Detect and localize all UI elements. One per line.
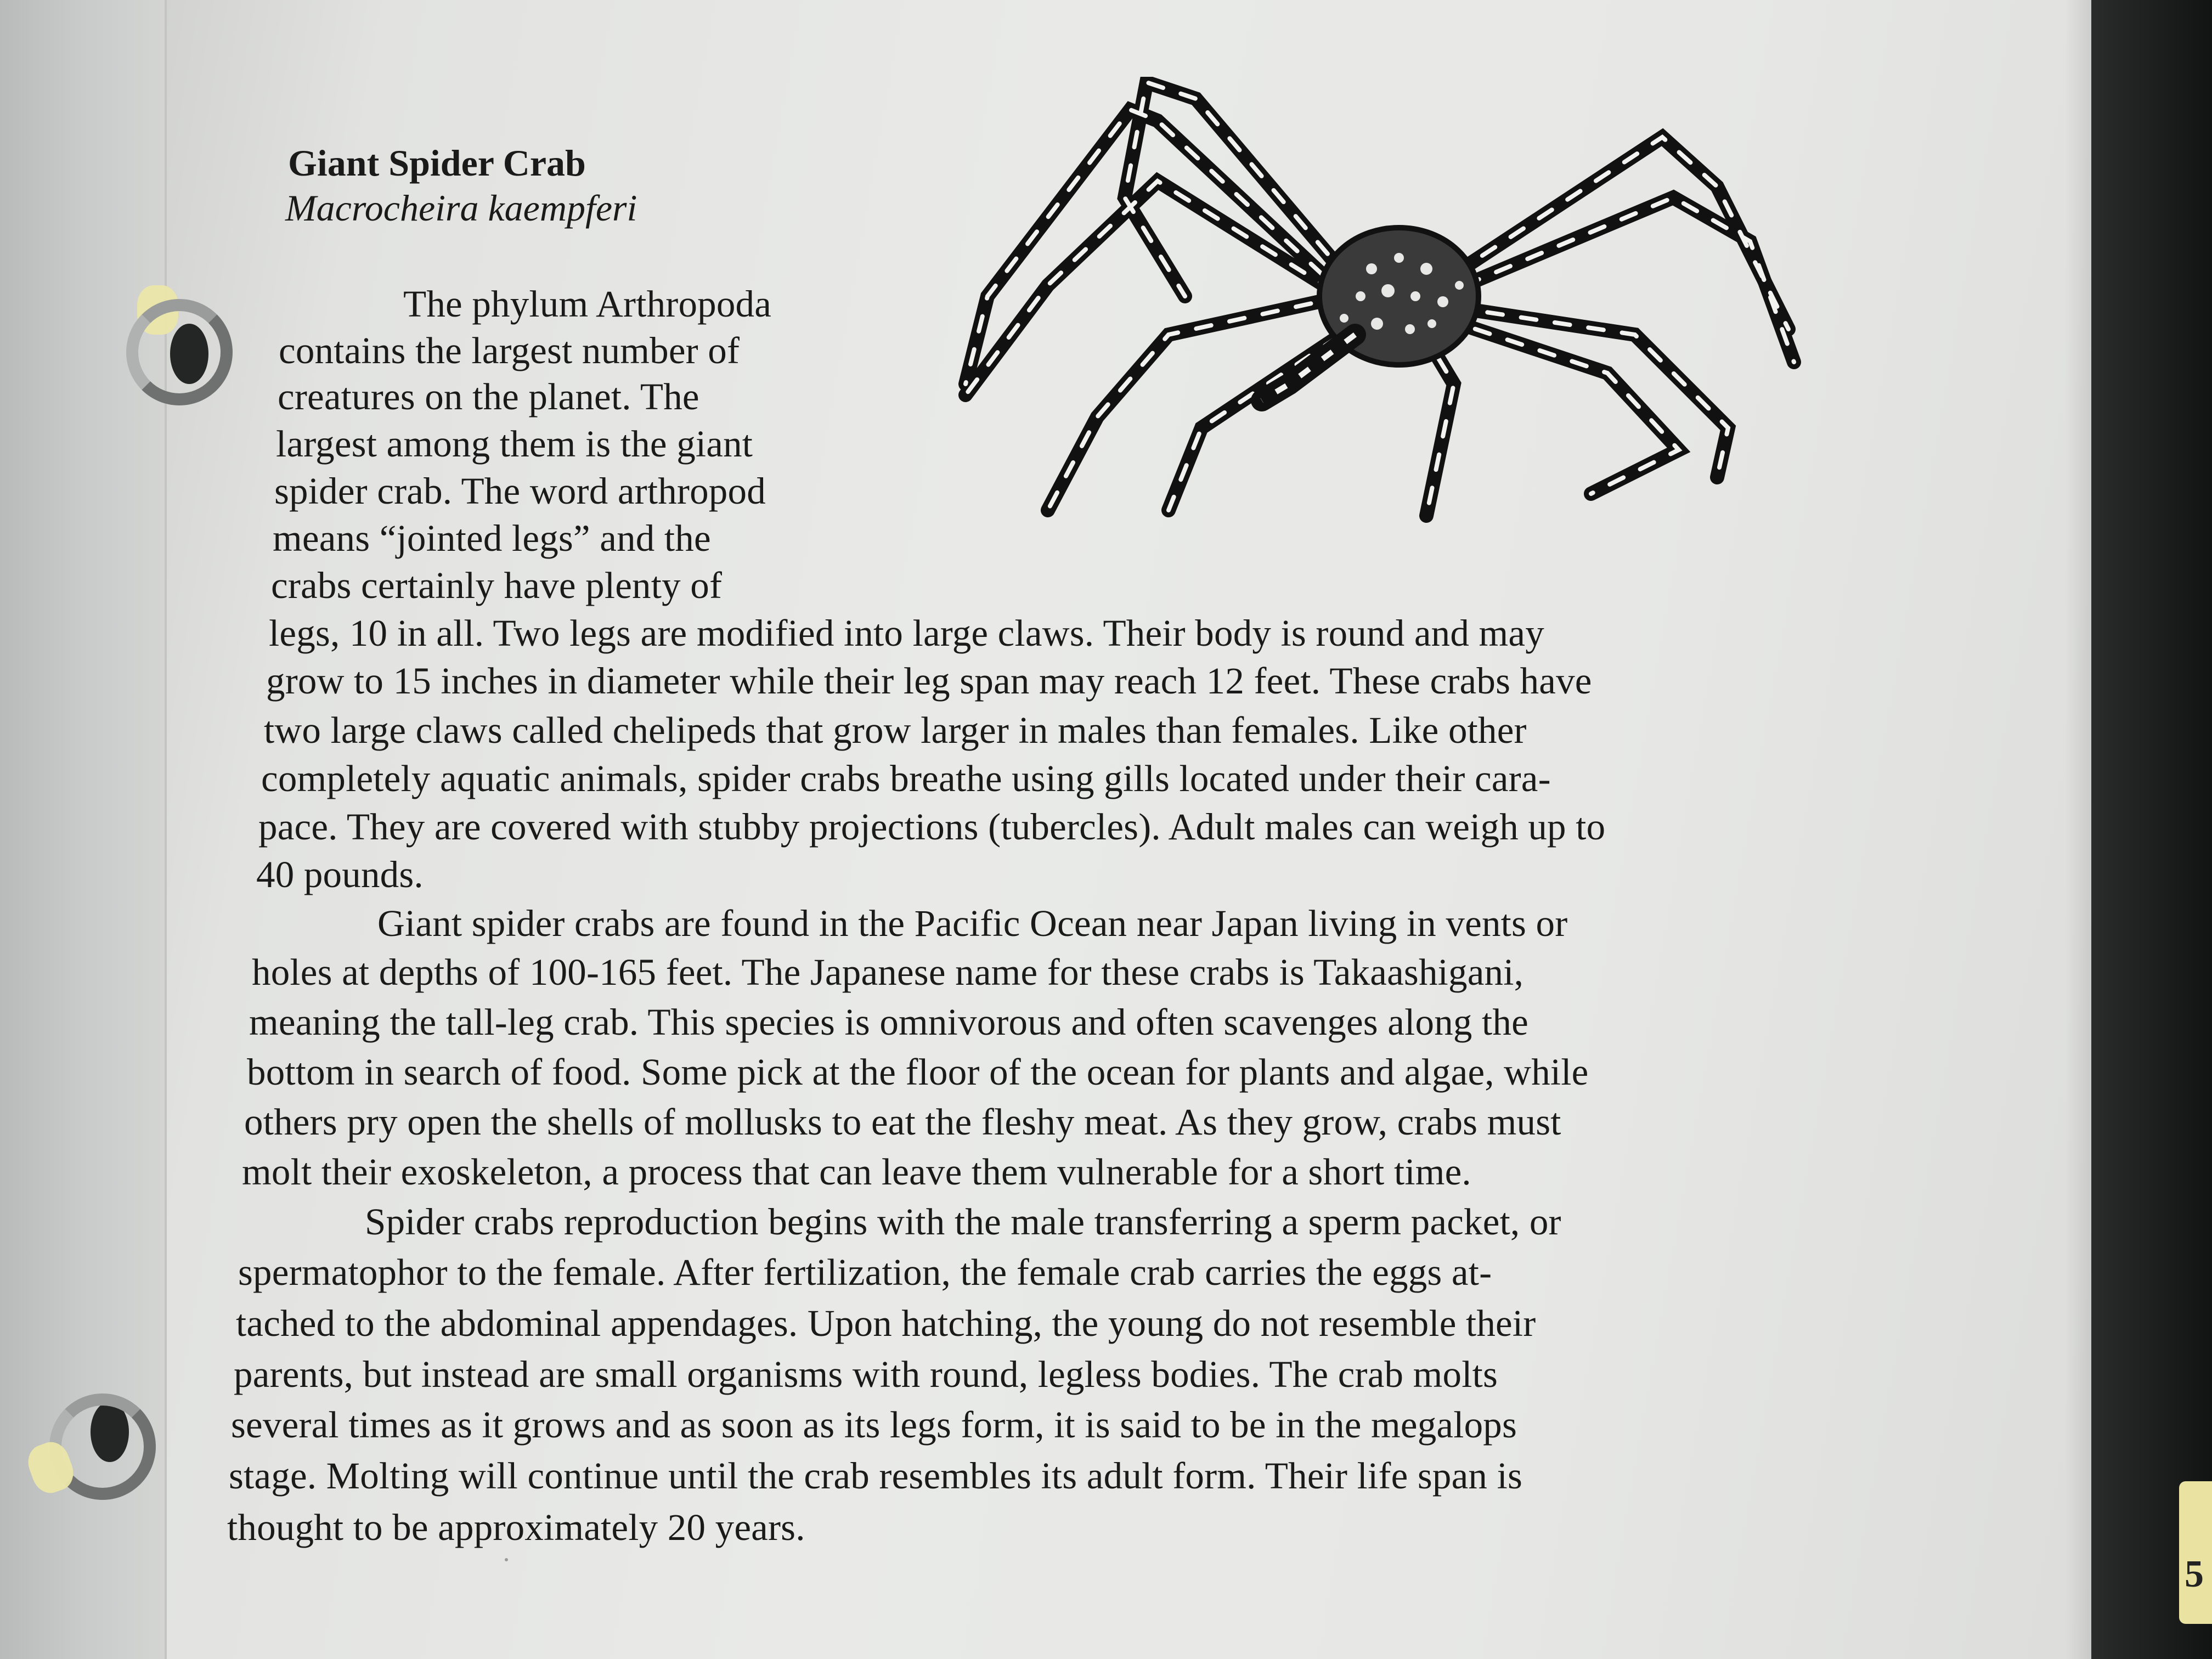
text-line: The phylum Arthropoda xyxy=(403,283,772,325)
text-line: parents, but instead are small organisms with round, legless bodies. The crab molts xyxy=(234,1353,1498,1395)
text-line: tached to the abdominal appendages. Upon hatching, the young do not resemble their xyxy=(236,1302,1536,1344)
text-line: creatures on the planet. The xyxy=(278,376,699,417)
text-line: largest among them is the giant xyxy=(276,423,753,465)
text-line: Giant spider crabs are found in the Pacific Ocean near Japan living in vents or xyxy=(377,902,1568,944)
background-surface xyxy=(2091,0,2212,1659)
text-line: legs, 10 in all. Two legs are modified into large claws. Their body is round and may xyxy=(269,612,1544,654)
scientific-name: Macrocheira kaempferi xyxy=(285,187,637,229)
text-line: crabs certainly have plenty of xyxy=(271,565,723,606)
text-line: 40 pounds. xyxy=(256,854,424,895)
text-line: molt their exoskeleton, a process that can leave them vulnerable for a short time. xyxy=(242,1151,1471,1193)
text-line: thought to be approximately 20 years. xyxy=(227,1506,805,1548)
text-line: two large claws called chelipeds that grow larger in males than females. Like other xyxy=(264,709,1527,751)
text-line: completely aquatic animals, spider crabs breathe using gills located under their cara- xyxy=(261,758,1551,799)
text-line: several times as it grows and as soon as its legs form, it is said to be in the megalops xyxy=(231,1404,1517,1446)
text-line: others pry open the shells of mollusks to eat the fleshy meat. As they grow, crabs must xyxy=(244,1101,1561,1143)
text-line: pace. They are covered with stubby projections (tubercles). Adult males can weigh up to xyxy=(258,806,1606,848)
article-title: Giant Spider Crab xyxy=(288,142,586,184)
binder-ring-icon xyxy=(126,299,233,405)
text-line: Spider crabs reproduction begins with the male transferring a sperm packet, or xyxy=(365,1201,1561,1243)
text-line: spermatophor to the female. After fertilization, the female crab carries the eggs at- xyxy=(238,1251,1492,1293)
text-line: holes at depths of 100-165 feet. The Japanese name for these crabs is Takaashigani, xyxy=(252,951,1524,993)
text-line: contains the largest number of xyxy=(279,330,740,371)
page-tab xyxy=(2179,1481,2212,1624)
page-dot xyxy=(505,1558,508,1561)
text-line: bottom in search of food. Some pick at the floor of the ocean for plants and algae, while xyxy=(247,1051,1589,1093)
page-number: 5 xyxy=(2185,1553,2204,1595)
spider-crab-illustration xyxy=(949,77,1810,532)
text-line: meaning the tall-leg crab. This species is omnivorous and often scavenges along the xyxy=(249,1001,1528,1043)
text-line: spider crab. The word arthropod xyxy=(274,470,766,512)
text-line: stage. Molting will continue until the crab resembles its adult form. Their life span is xyxy=(229,1455,1523,1497)
text-line: grow to 15 inches in diameter while their leg span may reach 12 feet. These crabs have xyxy=(266,660,1592,702)
text-line: means “jointed legs” and the xyxy=(273,517,711,559)
